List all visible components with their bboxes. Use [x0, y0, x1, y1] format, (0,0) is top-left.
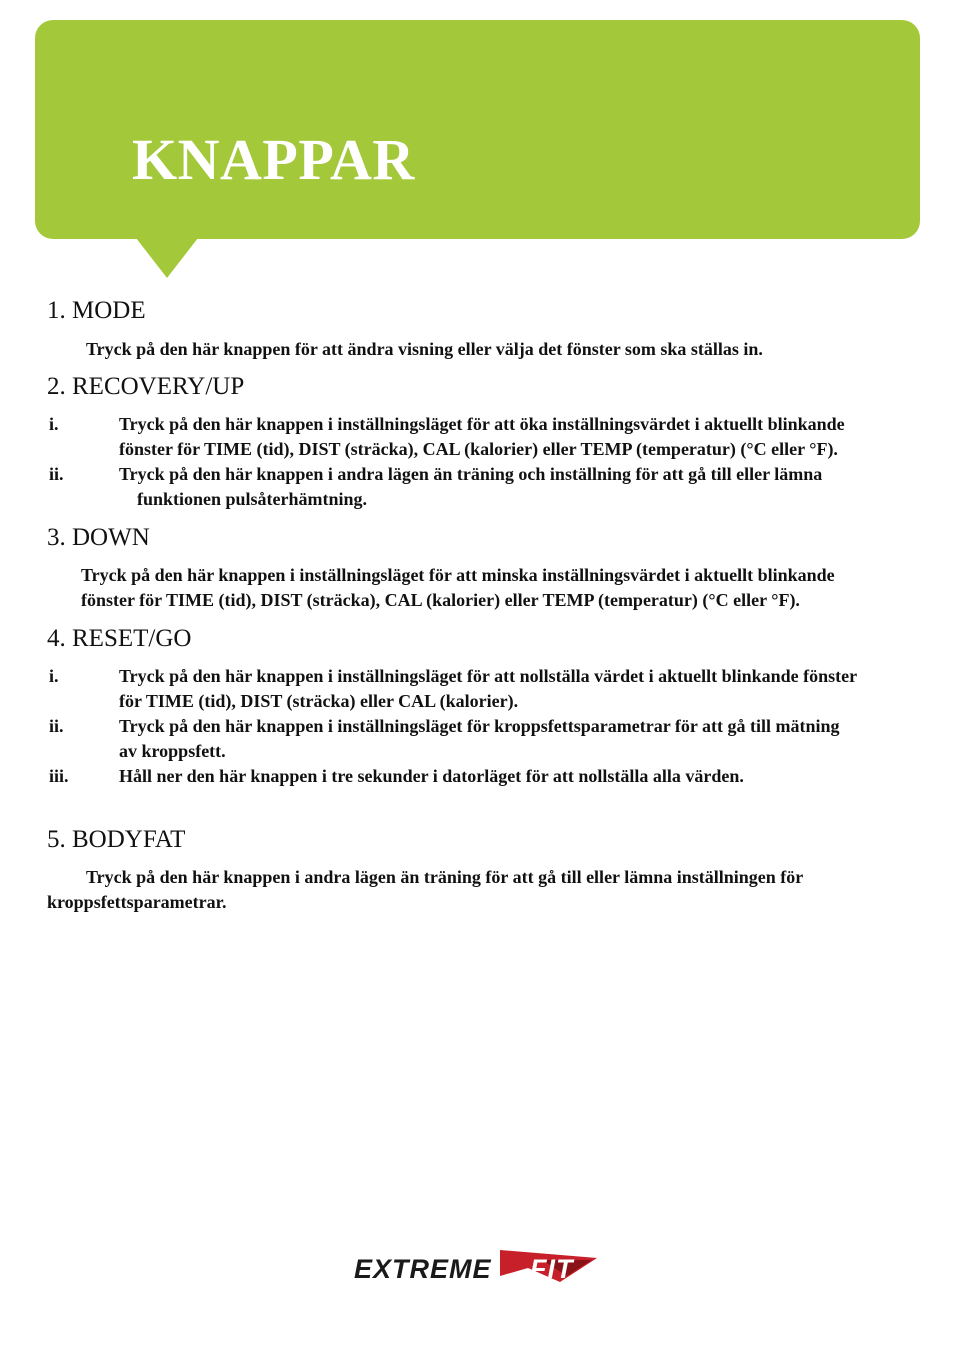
banner-pointer	[136, 238, 198, 278]
list-item-text: Tryck på den här knappen i andra lägen än träning och inställning för att gå till eller lämna	[119, 464, 823, 484]
list-item-number: ii.	[49, 464, 64, 484]
list-item-number: i.	[49, 666, 59, 686]
title-banner	[35, 20, 920, 239]
logo-text-main: EXTREME	[354, 1254, 492, 1284]
list-item-text: Tryck på den här knappen i inställningsläget för att öka inställningsvärdet i aktuellt blinkande	[119, 414, 845, 434]
list-item-text-continued: av kroppsfett.	[119, 741, 226, 761]
section-heading-reset-go: 4. RESET/GO	[47, 625, 192, 652]
list-item-text: Tryck på den här knappen i inställningsläget för att nollställa värdet i aktuellt blinkande fönster	[119, 666, 858, 686]
list-item-text-continued: för TIME (tid), DIST (sträcka) eller CAL (kalorier).	[119, 691, 519, 711]
list-item-number: iii.	[49, 766, 69, 786]
list-item-text-continued: funktionen pulsåterhämtning.	[137, 489, 368, 509]
logo-text-accent: FIT	[530, 1254, 574, 1284]
page-title: KNAPPAR	[132, 127, 415, 192]
section-text-down: Tryck på den här knappen i inställningsläget för att minska inställningsvärdet i aktuellt blinkande	[81, 565, 835, 585]
list-item-text-continued: fönster för TIME (tid), DIST (sträcka), CAL (kalorier) eller TEMP (temperatur) (°C eller °F).	[119, 439, 838, 459]
section-heading-bodyfat: 5. BODYFAT	[47, 826, 186, 853]
section-text-mode: Tryck på den här knappen för att ändra visning eller välja det fönster som ska ställas in.	[86, 339, 763, 359]
list-item-text: Håll ner den här knappen i tre sekunder i datorläget för att nollställa alla värden.	[119, 766, 744, 786]
section-text-bodyfat: Tryck på den här knappen i andra lägen än träning för att gå till eller lämna inställningen för	[86, 867, 804, 887]
list-item-number: ii.	[49, 716, 64, 736]
section-heading-recovery-up: 2. RECOVERY/UP	[47, 373, 245, 400]
section-heading-mode: 1. MODE	[47, 297, 146, 324]
list-item-text: Tryck på den här knappen i inställningsläget för kroppsfettsparametrar för att gå till mätning	[119, 716, 840, 736]
section-text-down-continued: fönster för TIME (tid), DIST (sträcka), CAL (kalorier) eller TEMP (temperatur) (°C eller °F).	[81, 590, 800, 610]
section-text-bodyfat-continued: kroppsfettsparametrar.	[47, 892, 227, 912]
section-heading-down: 3. DOWN	[47, 524, 150, 551]
list-item-number: i.	[49, 414, 59, 434]
extremefit-logo	[352, 1246, 602, 1286]
